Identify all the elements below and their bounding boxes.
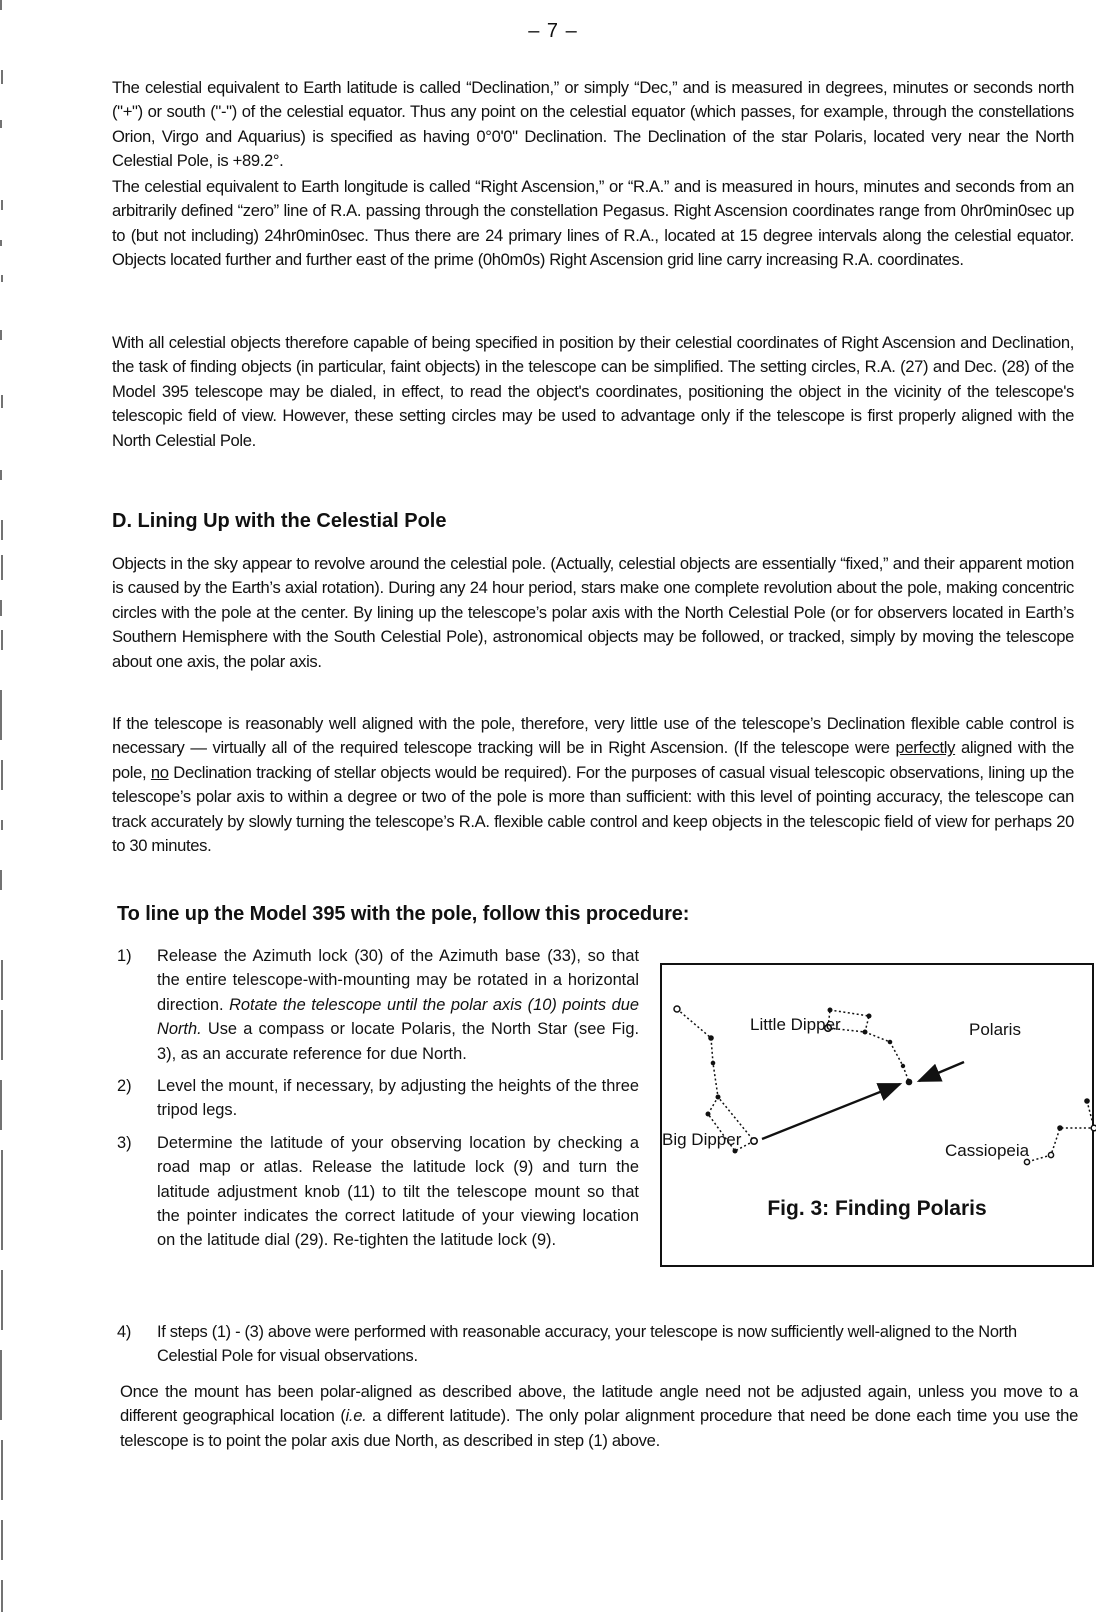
label-polaris: Polaris — [969, 1020, 1021, 1039]
section-d-text-2 — [112, 712, 1074, 858]
step-text: If steps (1) - (3) above were performed with reasonable accuracy, your telescope is now sufficiently well-aligned to the North Celestial Pole for visual observations. — [157, 1323, 1017, 1366]
step-number: 3) — [117, 1133, 132, 1152]
page-number: – 7 – — [528, 20, 578, 42]
step-number: 1) — [117, 947, 132, 965]
step-text: Use a compass or locate Polaris, the North Star (see Fig. 3), as an accurate reference for due North. — [157, 1020, 639, 1063]
text-run: aligned with the pole, — [112, 738, 1074, 782]
emphasis-ie: i.e. — [345, 1406, 367, 1426]
cassiopeia-constellation — [1024, 1098, 1096, 1164]
polaris-label-arrow — [919, 1062, 964, 1081]
section-d-paragraph-1 — [112, 552, 1074, 674]
text-run: If the telescope is reasonably well aligned with the pole, therefore, very little use of the telescope’s Declination flexible cable control is necessary — virtually all of the required telescope tracking will be in Right Ascension. (If the telescope were — [112, 714, 1074, 758]
step-text: Determine the latitude of your observing location by checking a road map or atlas. Release the latitude lock (9) and turn the latitude adjustment knob (11) to tilt the telescope mount so that the pointer indicates the correct latitude of your viewing location on the latitude dial (29). Re-tighten the latitude lock (9). — [157, 1133, 639, 1250]
label-big-dipper: Big Dipper — [662, 1130, 742, 1149]
emphasis-perfectly: perfectly — [895, 738, 956, 758]
step-number: 2) — [117, 1077, 132, 1096]
text-run: Declination tracking of stellar objects would be required). For the purposes of casual visual telescopic observations, lining up the telescope’s polar axis to within a degree or two of the pole is more than sufficient: with this level of pointing accuracy, the telescope can track accurately by slowly turning the telescope’s R.A. flexible cable control and keep objects in the telescopic field of view for perhaps 20 to 30 minutes. — [112, 762, 1074, 856]
polaris-star — [906, 1079, 913, 1086]
procedure-step-2 — [117, 1074, 639, 1123]
section-heading-d: D. Lining Up with the Celestial Pole — [112, 510, 447, 532]
declination-paragraph — [112, 76, 1074, 174]
emphasis-no: no — [150, 762, 169, 782]
text-run: Once the mount has been polar-aligned as described above, the latitude angle need not be adjusted again, unless you move to a different geographical location ( — [120, 1382, 1078, 1426]
closing-paragraph — [120, 1380, 1078, 1453]
setting-circles-paragraph — [112, 331, 1074, 453]
star-chart — [662, 965, 1096, 1269]
procedure-step-3 — [117, 1131, 639, 1253]
procedure-heading: To line up the Model 395 with the pole, follow this procedure: — [117, 903, 690, 925]
section-d-text-1: Objects in the sky appear to revolve around the celestial pole. (Actually, celestial objects are essentially “fixed,” and their apparent motion is caused by the Earth’s axial rotation). During any 24 hour period, stars make one complete revolution about the pole, making concentric circles with the pole at the center. By lining up the telescope’s polar axis with the North Celestial Pole (or for observers located in Earth’s Southern Hemisphere with the South Celestial Pole), astronomical objects may be followed, or tracked, simply by moving the telescope about one axis, the polar axis. — [112, 554, 1074, 671]
step-text: Level the mount, if necessary, by adjusting the heights of the three tripod legs. — [157, 1077, 639, 1120]
procedure-step-4 — [117, 1320, 1079, 1369]
step-text-italic: Rotate the telescope until the polar axis (10) points due North. — [157, 995, 639, 1039]
right-ascension-text: The celestial equivalent to Earth longitude is called “Right Ascension,” or “R.A.” and is measured in hours, minutes and seconds from an arbitrarily defined “zero” line of R.A. passing through the constellation Pegasus. Right Ascension coordinates range from 0hr0min0sec up to (but not including) 24hr0min0sec. Thus there are 24 primary lines of R.A., located at 15 degree intervals along the celestial equator. Objects located further and further east of the prime (0h0m0s) Right Ascension grid line carry increasing R.A. coordinates. — [112, 177, 1074, 270]
text-run: a different latitude). The only polar alignment procedure that need be done each time you use the telescope is to point the polar axis due North, as described in step (1) above. — [120, 1406, 1078, 1450]
figure-finding-polaris — [660, 963, 1094, 1267]
label-cassiopeia: Cassiopeia — [945, 1141, 1030, 1160]
scan-margin-marks — [0, 0, 14, 1612]
section-d-paragraph-2 — [112, 712, 1074, 858]
declination-text: The celestial equivalent to Earth latitude is called “Declination,” or simply “Dec,” and is measured in degrees, minutes or seconds north ("+") or south ("-") of the celestial equator. Thus any point on the celestial equator (which passes, for example, through the constellations Orion, Virgo and Aquarius) is specified as having 0°0'0" Declination. The Declination of the star Polaris, located very near the North Celestial Pole, is +89.2°. — [112, 78, 1074, 171]
step-number: 4) — [117, 1323, 131, 1341]
right-ascension-paragraph — [112, 175, 1074, 273]
pointer-arrow — [762, 1084, 900, 1139]
setting-circles-text: With all celestial objects therefore capable of being specified in position by their celestial coordinates of Right Ascension and Declination, the task of finding objects (in particular, faint objects) in the telescope can be simplified. The setting circles, R.A. (27) and Dec. (28) of the Model 395 telescope may be dialed, in effect, to read the object's coordinates, positioning the object in the vicinity of the telescope's telescopic field of view. However, these setting circles may be used to advantage only if the telescope is first properly aligned with the North Celestial Pole. — [112, 333, 1074, 450]
procedure-step-1 — [117, 944, 639, 1066]
figure-caption: Fig. 3: Finding Polaris — [767, 1197, 987, 1220]
procedure-steps — [117, 944, 639, 1261]
step-text: Release the Azimuth lock (30) of the Azimuth base (33), so that the entire telescope-with-mounting may be rotated in a horizontal direction. — [157, 947, 639, 1014]
label-little-dipper: Little Dipper — [750, 1015, 841, 1034]
